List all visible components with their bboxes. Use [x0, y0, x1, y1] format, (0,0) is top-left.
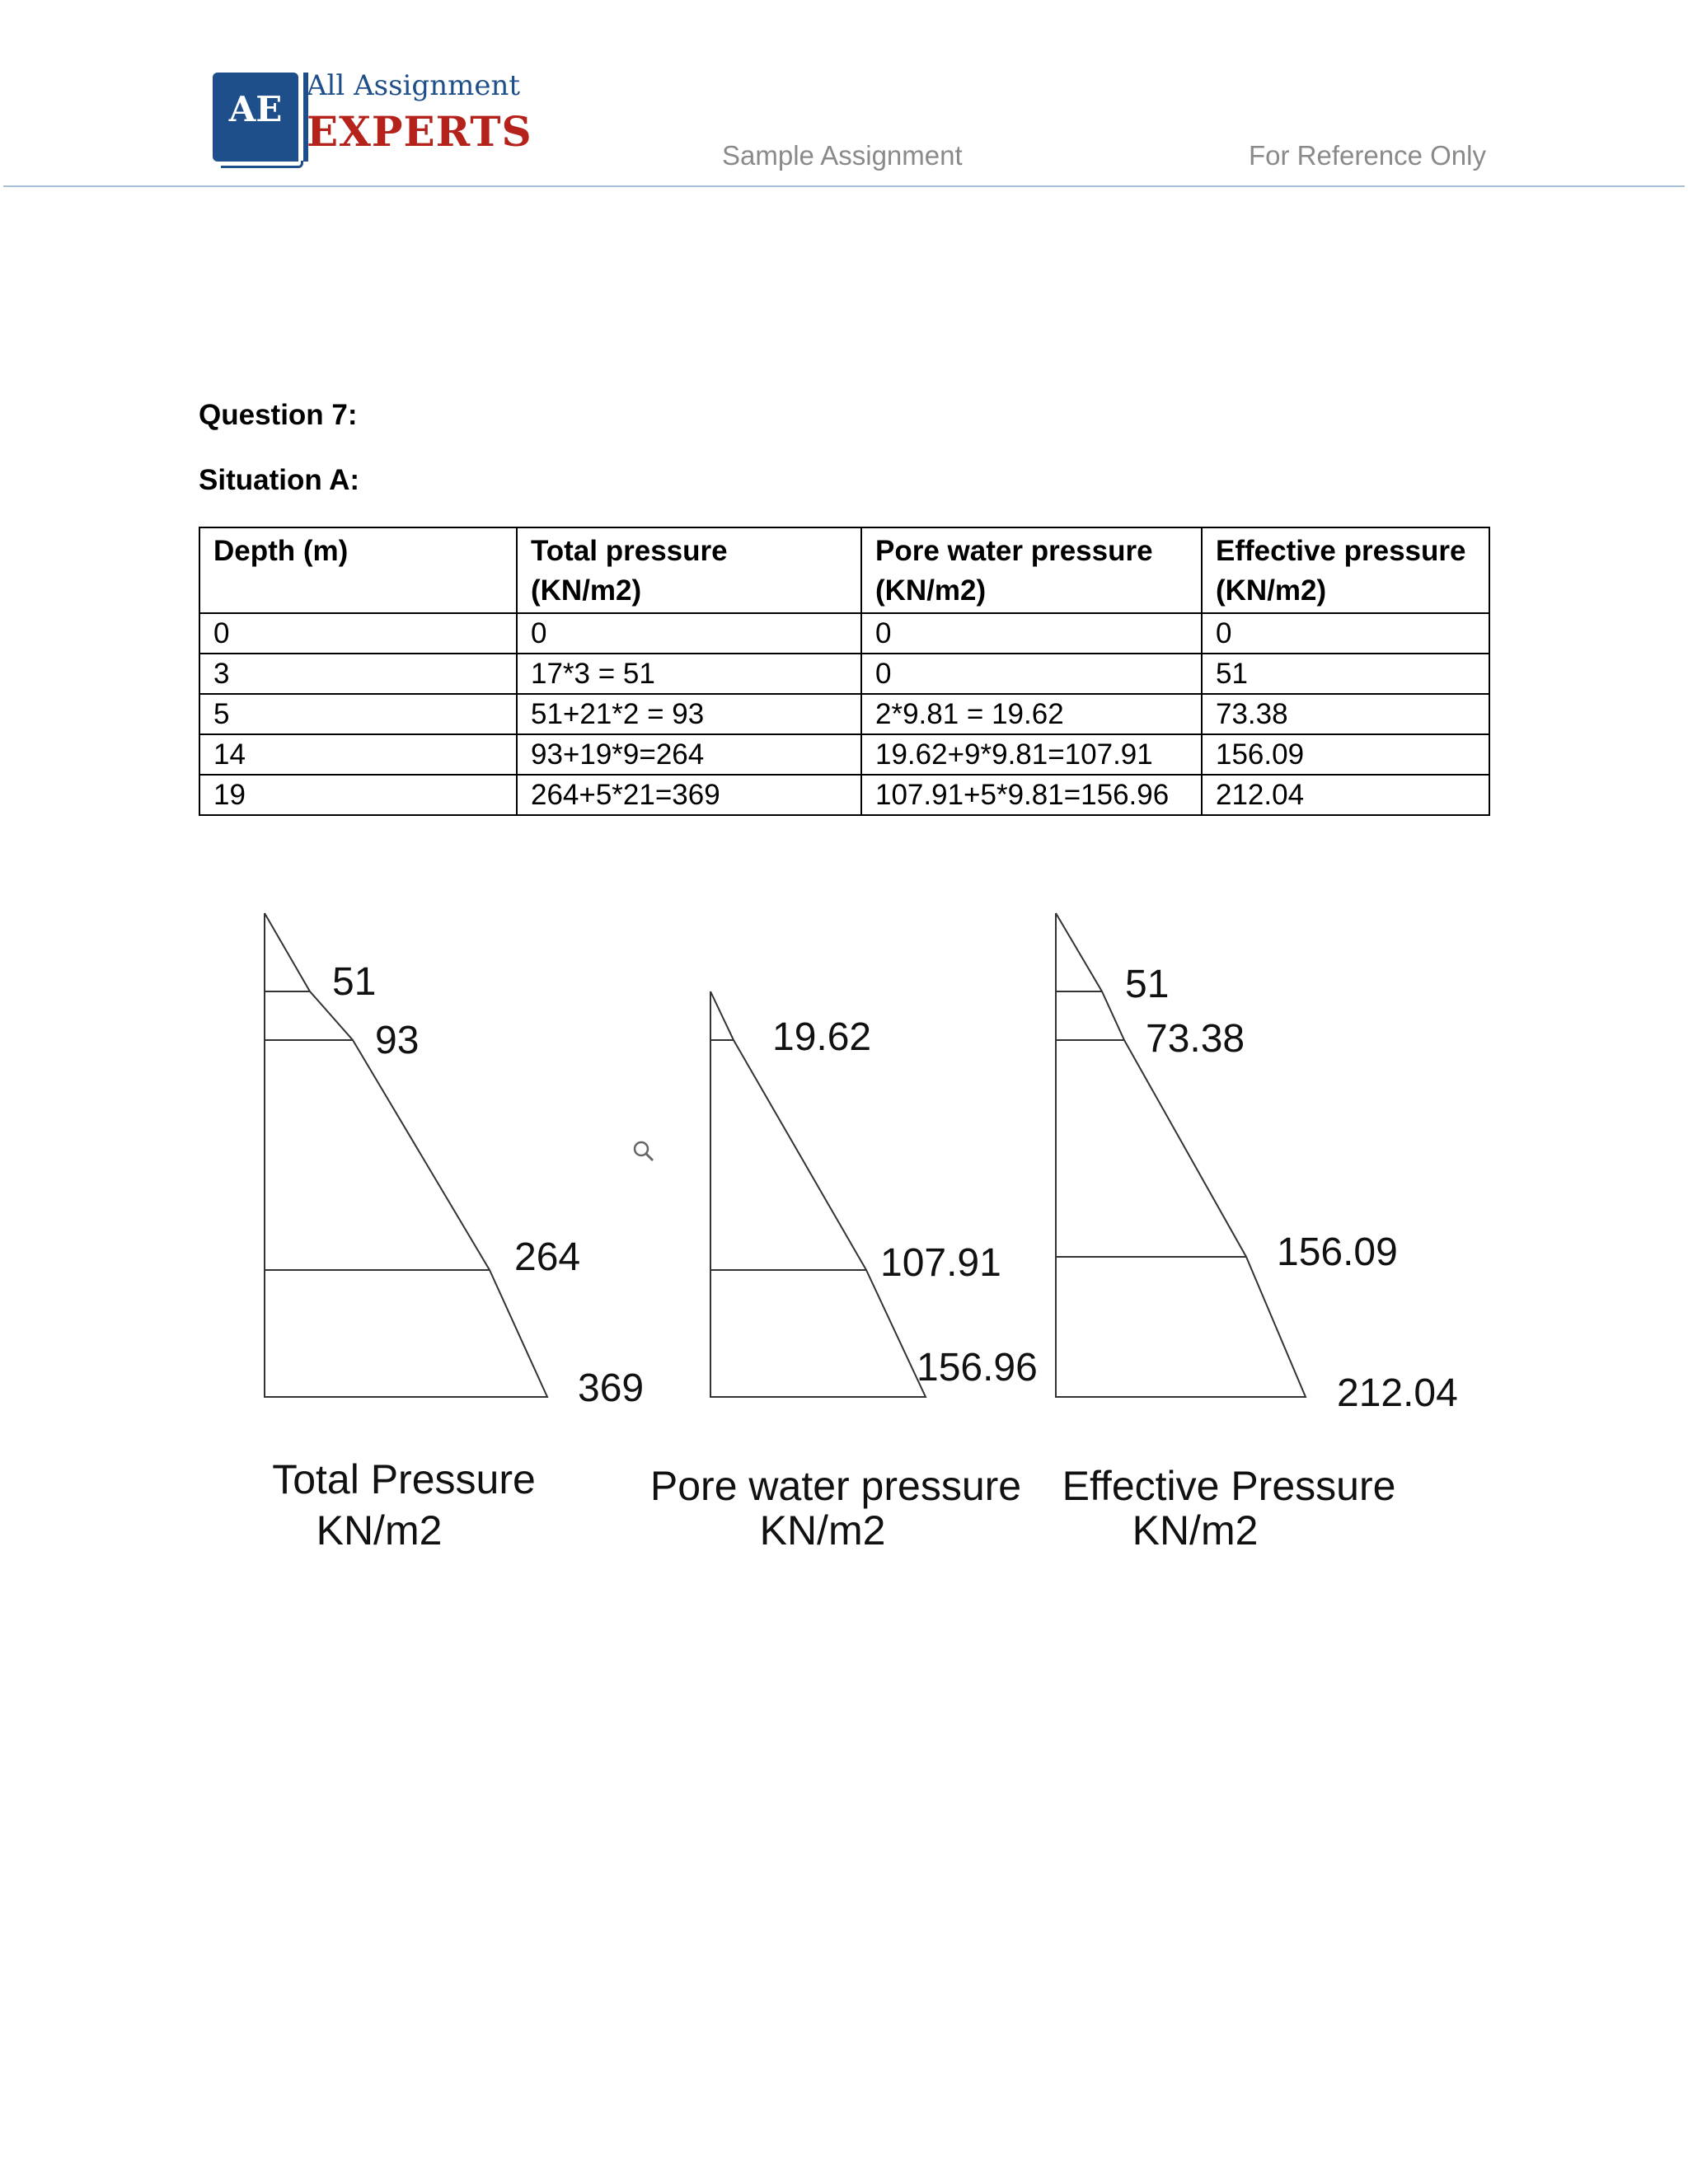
header-reference-label: For Reference Only	[1249, 140, 1486, 171]
table-cell: 51	[1202, 654, 1489, 694]
logo-bottom-text: EXPERTS	[307, 107, 532, 156]
effective-label-3m: 51	[1125, 963, 1170, 1006]
table-cell: 93+19*9=264	[517, 734, 861, 775]
table-cell: 14	[199, 734, 517, 775]
table-cell: 0	[1202, 613, 1489, 654]
effective-pressure-diagram	[1056, 913, 1306, 1397]
effective-label-19m: 212.04	[1337, 1371, 1458, 1415]
table-row	[199, 654, 1489, 694]
effective-pressure-outline	[1056, 913, 1306, 1397]
total-pressure-diagram	[265, 913, 547, 1397]
header-depth: Depth (m)	[199, 527, 517, 613]
table-cell: 0	[861, 654, 1202, 694]
total-label-19m: 369	[578, 1366, 645, 1410]
effective-pressure-unit: KN/m2	[1132, 1507, 1259, 1554]
total-label-3m: 51	[332, 960, 377, 1004]
table-cell: 0	[199, 613, 517, 654]
pressure-table	[199, 527, 1490, 816]
total-pressure-unit: KN/m2	[316, 1507, 443, 1554]
effective-label-5m: 73.38	[1146, 1017, 1245, 1061]
table-cell: 156.09	[1202, 734, 1489, 775]
header-sample-label: Sample Assignment	[722, 140, 963, 171]
effective-pressure-title: Effective Pressure	[1062, 1463, 1396, 1509]
table-cell: 107.91+5*9.81=156.96	[861, 775, 1202, 815]
table-cell: 212.04	[1202, 775, 1489, 815]
table-row	[199, 694, 1489, 734]
question-title: Question 7:	[199, 399, 358, 431]
pore-label-5m: 19.62	[772, 1015, 872, 1059]
logo-mark: AE	[228, 89, 283, 129]
pore-water-title: Pore water pressure	[649, 1463, 1022, 1509]
company-logo	[213, 69, 532, 168]
magnifier-icon	[631, 1139, 656, 1170]
table-cell: 73.38	[1202, 694, 1489, 734]
table-header-row	[199, 527, 1489, 613]
pressure-diagrams	[0, 890, 1688, 1599]
table-cell: 19	[199, 775, 517, 815]
table-cell: 0	[517, 613, 861, 654]
table-cell: 0	[861, 613, 1202, 654]
total-label-14m: 264	[514, 1235, 581, 1279]
table-row	[199, 613, 1489, 654]
header-divider	[3, 185, 1685, 187]
table-cell: 5	[199, 694, 517, 734]
header-pore-water-pressure: Pore water pressure (KN/m2)	[861, 527, 1202, 613]
table-row	[199, 775, 1489, 815]
table-cell: 264+5*21=369	[517, 775, 861, 815]
situation-title: Situation A:	[199, 464, 360, 496]
effective-label-14m: 156.09	[1277, 1230, 1398, 1274]
table-cell: 17*3 = 51	[517, 654, 861, 694]
total-pressure-title: Total Pressure	[272, 1456, 536, 1502]
pore-label-14m: 107.91	[880, 1241, 1001, 1285]
table-cell: 51+21*2 = 93	[517, 694, 861, 734]
table-cell: 2*9.81 = 19.62	[861, 694, 1202, 734]
logo-top-text: All Assignment	[307, 69, 521, 102]
table-row	[199, 734, 1489, 775]
table-cell: 3	[199, 654, 517, 694]
pore-label-19m: 156.96	[917, 1346, 1038, 1390]
header-total-pressure: Total pressure (KN/m2)	[517, 527, 861, 613]
table-cell: 19.62+9*9.81=107.91	[861, 734, 1202, 775]
total-label-5m: 93	[375, 1019, 420, 1062]
pore-water-unit: KN/m2	[759, 1507, 886, 1554]
header-effective-pressure: Effective pressure (KN/m2)	[1202, 527, 1489, 613]
total-pressure-outline	[265, 913, 547, 1397]
